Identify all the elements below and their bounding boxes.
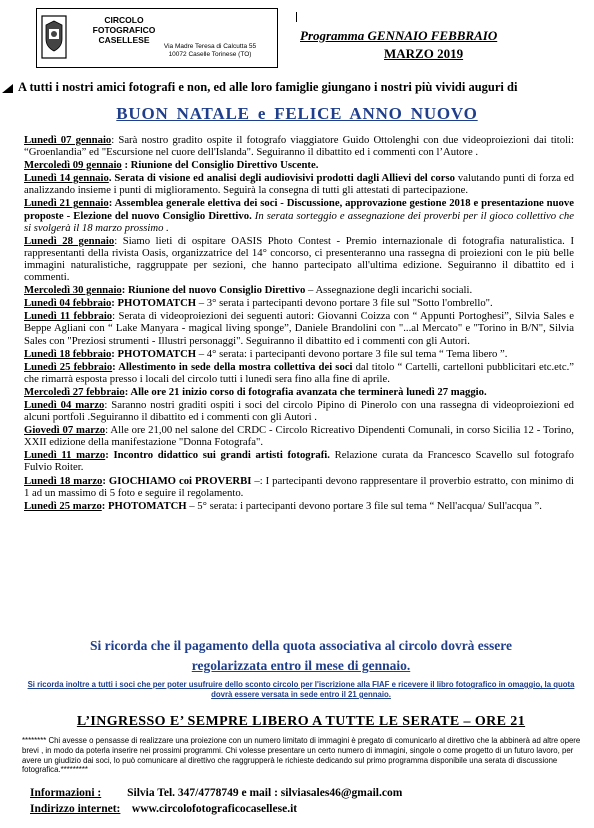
event-item: Lunedì 11 marzo: Incontro didattico sui grandi artisti fotografi. Relazione curata da Francesco Scavello sul fotografo Fulvio Roiter. [24,449,574,474]
header-box [36,8,278,68]
event-item: Lunedì 28 gennaio: Siamo lieti di ospitare OASIS Photo Contest - Premio internazionale di fotografia naturalistica. I rappresentanti della rivista Oasis, organizzatrice del 14° concorso, ci presenteranno una rassegna di proiezioni con le più belle immagini naturalistiche, raggruppate per sezioni, che hanno partecipato all'ultima edizione. Seguiranno il dibattito ed i commenti. [24,234,574,284]
club-logo-icon [41,15,67,59]
fee-reminder: Si ricorda che il pagamento della quota associativa al circolo dovrà essere regolarizzata entro il mese di gennaio. [89,638,513,673]
club-name: CIRCOLO FOTOGRAFICO CASELLESE [92,15,156,45]
footnote: ******** Chi avesse o pensasse di realizzare una proiezione con un numero limitato di immagini è pregato di comunicarlo al direttivo che la abbinerà ad altre opere brevi , in modo da poterla inserire nei prossimi programmi. Chi volesse presentare un certo numero di immagini, singole o come progetto di un futuro lavoro, per avere un giudizio dai soci, lo può comunicare al direttivo che raggrupperà le richieste dedicando sul primo programma disponibile una serata di discussione fotografica.********* [22,736,581,775]
website-link[interactable]: www.circolofotograficocasellese.it [131,803,298,815]
info-value: Silvia Tel. 347/4778749 e mail : silviasales46@gmail.com [127,787,403,799]
event-item: Lunedì 25 marzo: PHOTOMATCH – 5° serata: i partecipanti devono portare 3 file sul tema “ Nell'acqua/ Sull'acqua ”. [24,499,542,512]
event-item: Lunedì 07 gennaio: Sarà nostro gradito ospite il fotografo viaggiatore Guido Ottolenghi con due videoproiezioni dai titoli: “Groenlandia” ed "Escursione nel cuore dell'Islanda". Seguiranno il dibattito ed i commenti con l’Autore . [24,134,574,159]
triangle-icon [2,84,13,93]
program-title: Programma GENNAIO FEBBRAIO [300,28,498,43]
event-item: Lunedì 04 marzo: Saranno nostri graditi ospiti i soci del circolo Pipino di Pinerolo con una rassegna di videoproiezioni ed alcuni portfoli .Seguiranno il dibattito ed i commenti con gli Autori . [24,398,574,424]
event-item: Mercoledì 27 febbraio: Alle ore 21 inizio corso di fotografia avanzata che terminerà lunedì 27 maggio. [24,385,487,398]
event-item: Lunedì 11 febbraio: Serata di videoproiezioni dei seguenti autori: Giovanni Coizza con “ Appunti Portoghesi”, Silvia Sales e Beppe Agliani con “ Lake Manyara - magical living sponge”, Daniele Brandolini con "...al Mercato" e "Torino in B/N", Silvia Sales con "Preziosi strumenti - Illustri personaggi". Seguiranno il dibattito ed i commenti con gli Autori. [24,310,574,347]
web-label: Indirizzo internet: [30,803,121,815]
event-item: Mercoledì 09 gennaio : Riunione del Consiglio Direttivo Uscente. [24,159,319,172]
headline: BUON NATALE e FELICE ANNO NUOVO [116,104,478,123]
fiaf-note: Si ricorda inoltre a tutti i soci che per poter usufruire dello sconto circolo per l'iscrizione alla FIAF e ricevere il libro fotografico in omaggio, la quota dovrà essere versata in sede entro il 21 gennaio. [27,680,575,699]
entrance-notice: L’INGRESSO E’ SEMPRE LIBERO A TUTTE LE SERATE – ORE 21 [76,714,526,729]
event-item: Giovedì 07 marzo: Alle ore 21,00 nel salone del CRDC - Circolo Ricreativo Dipendenti Comunali, in corso Sicilia 12 - Torino, XXII edizione della manifestazione "Donna Fotografa". [24,424,574,449]
event-item: Lunedì 18 febbraio: PHOTOMATCH – 4° serata: i partecipanti devono portare 3 file sul tema “ Tema libero ”. [24,347,508,360]
contact-info [30,786,402,800]
event-item: Mercoledì 30 gennaio: Riunione del nuovo Consiglio Direttivo – Assegnazione degli incarichi sociali. [24,284,473,297]
event-item: Lunedì 14 gennaio. Serata di visione ed analisi degli audiovisivi prodotti dagli Allievi del corso valutando punti di forza ed analizzando insieme i punti di miglioramento. Seguirà la consegna di tutti gli attestati di partecipazione. [24,172,574,197]
greeting-line: A tutti i nostri amici fotografi e non, ed alle loro famiglie giungano i nostri più vividi auguri di [2,80,594,95]
website-info [30,802,297,816]
event-list [24,134,574,513]
event-item: Lunedì 04 febbraio: PHOTOMATCH – 3° serata i partecipanti devono portare 3 file sul "Sotto l'ombrello". [24,297,493,310]
program-subtitle: MARZO 2019 [384,46,464,61]
divider-mark [296,12,297,22]
club-address: Via Madre Teresa di Calcutta 55 10072 Caselle Torinese (TO) [163,43,257,58]
event-item: Lunedì 18 marzo: GIOCHIAMO coi PROVERBI –: I partecipanti devono rappresentare il proverbio estratto, con minimo di 1 ad un massimo di 5 foto e seguire il regolamento. [24,474,574,499]
event-item: Lunedì 21 gennaio: Assemblea generale elettiva dei soci - Discussione, approvazione gestione 2018 e presentazione nuove proposte - Elezione del nuovo Consiglio Direttivo. In serata sorteggio e assegnazione dei proverbi per il gioco collettivo che si svolgerà il 18 marzo prossimo . [24,197,575,234]
info-label: Informazioni : [30,787,102,799]
event-item: Lunedì 25 febbraio: Allestimento in sede della mostra collettiva dei soci dal titolo “ Cartelli, cartelloni pubblicitari etc.etc.” che rimarrà esposta presso i locali del circolo tutti i lunedì sera fino alla fine di aprile. [24,360,574,385]
